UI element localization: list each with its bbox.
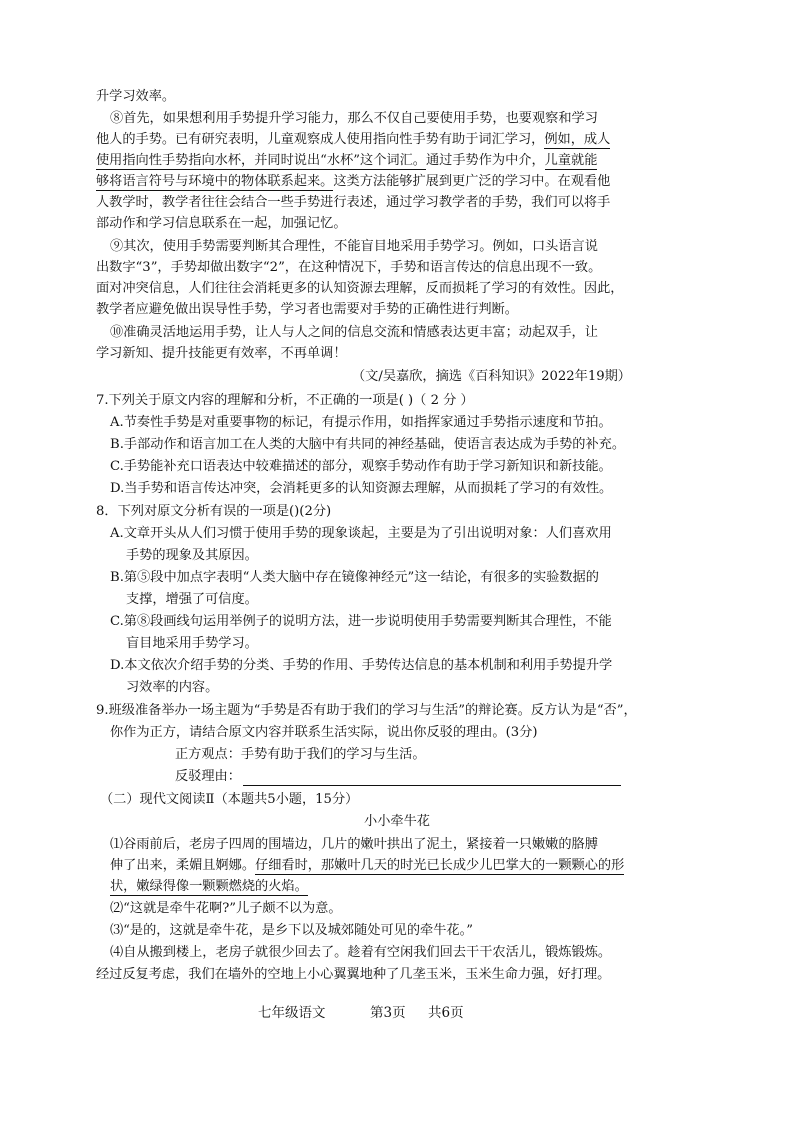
question-8-option-d-line-1: D.本文依次介绍手势的分类、手势的作用、手势传达信息的基本机制和利用手势提升学 — [110, 658, 613, 673]
paragraph-8-line-1: ⑧首先，如果想利用手势提升学习能力，那么不仅自己要使用手势，也要观察和学习 — [110, 111, 598, 126]
question-8-option-c-line-1: C.第⑧段画线句运用举例子的说明方法，进一步说明使用手势需要判断其合理性，不能 — [110, 614, 612, 629]
question-7-option-a: A.节奏性手势是对重要事物的标记，有提示作用，如指挥家通过手势指示速度和节拍。 — [110, 415, 612, 430]
rebuttal-answer-line[interactable] — [243, 785, 621, 786]
story-paragraph-4-line-2: 经过反复考虑，我们在墙外的空地上小心翼翼地种了几垄玉米，玉米生命力强，好打理。 — [96, 967, 611, 982]
question-7-option-c: C.手势能补充口语表达中较难描述的部分，观察手势动作有助于学习新知识和新技能。 — [110, 459, 612, 474]
question-9-stem-line-2: 你作为正方，请结合原文内容并联系生活实际，说出你反驳的理由。(3分) — [110, 725, 538, 740]
story-paragraph-4-line-1: ⑷自从搬到楼上，老房子就很少回去了。趁着有空闲我们回去干干农活儿，锻炼锻炼。 — [110, 945, 612, 960]
paragraph-10-line-2: 学习新知、提升技能更有效率，不再单调！ — [96, 346, 347, 361]
rebuttal-label: 反驳理由： — [175, 769, 241, 784]
question-7-stem: 7.下列关于原文内容的理解和分析，不正确的一项是( )（ 2 分 ） — [96, 393, 474, 408]
paragraph-8-line-5: 人教学时，教学者往往会结合一些手势进行表述，通过学习教学者的手势，我们可以将手 — [96, 195, 611, 210]
question-8-option-c-line-2: 盲目地采用手势学习。 — [126, 636, 258, 651]
story-paragraph-1-line-2: 伸了出来，柔媚且婀娜。仔细看时，那嫩叶几天的时光已长成少儿巴掌大的一颗颗心的形 — [110, 858, 625, 873]
story-paragraph-1-line-3 — [110, 878, 308, 896]
paragraph-9-line-1: ⑨其次，使用手势需要判断其合理性，不能盲目地采用手势学习。例如，口头语言说 — [110, 239, 598, 254]
footer-page-number: 第3页 — [370, 1005, 406, 1021]
story-paragraph-3: ⑶“是的，这就是牵牛花，是乡下以及城郊随处可见的牵牛花。” — [110, 923, 473, 938]
article-title: 小小牵牛花 — [364, 814, 430, 829]
section-2-header: （二）现代文阅读Ⅱ（本题共5小题，15分） — [100, 792, 359, 807]
paragraph-8-line-6: 部动作和学习信息联系在一起，加强记忆。 — [96, 216, 347, 231]
question-7-option-d: D.当手势和语言传达冲突，会消耗更多的认知资源去理解，从而损耗了学习的有效性。 — [110, 481, 613, 496]
paragraph-9-line-2: 出数字“3”，手势却做出数字“2”，在这种情况下，手势和语言传达的信息出现不一致。 — [96, 260, 602, 275]
question-9-stem-line-1: 9.班级准备举办一场主题为“手势是否有助于我们的学习与生活”的辩论赛。反方认为是“否”， — [96, 703, 637, 718]
underlined-example-sentence: 儿童就能 — [544, 153, 598, 168]
paragraph-8-line-3: 使用指向性手势指向水杯，并同时说出“水杯”这个词汇。通过手势作为中介，儿童就能 — [96, 153, 598, 168]
paragraph-9-line-4: 教学者应避免做出误导性手势，学习者也需要对手势的正确性进行判断。 — [96, 302, 518, 317]
underlined-example-sentence: 使用指向性手势指向水杯，并同时说出“水杯”这个词汇。 — [96, 153, 426, 168]
article-source: （文/吴嘉欣，摘选《百科知识》2022年19期） — [352, 369, 631, 384]
story-paragraph-2: ⑵“这就是牵牛花啊?”儿子颇不以为意。 — [110, 901, 342, 916]
paragraph-7-end: 升学习效率。 — [96, 89, 176, 104]
paragraph-8-line-2: 他人的手势。已有研究表明，儿童观察成人使用指向性手势有助于词汇学习，例如，成人 — [96, 132, 611, 147]
question-8-option-a-line-2: 手势的现象及其原因。 — [126, 548, 258, 563]
paragraph-8-line-4: 够将语言符号与环境中的物体联系起来。这类方法能够扩展到更广泛的学习中。在观看他 — [96, 174, 611, 189]
question-8-option-b-line-1: B.第⑤段中加点字表明“人类大脑中存在镜像神经元”这一结论，有很多的实验数据的 — [110, 570, 599, 585]
question-7-option-b: B.手部动作和语言加工在人类的大脑中有共同的神经基础，使语言表达成为手势的补充。 — [110, 437, 626, 452]
pro-side-viewpoint: 正方观点：手势有助于我们的学习与生活。 — [175, 747, 426, 762]
question-8-option-b-line-2: 支撑，增强了可信度。 — [126, 592, 258, 607]
paragraph-10-line-1: ⑩准确灵活地运用手势，让人与人之间的信息交流和情感表达更丰富；动起双手，让 — [110, 325, 598, 340]
question-8-option-a-line-1: A.文章开头从人们习惯于使用手势的现象谈起，主要是为了引出说明对象：人们喜欢用 — [110, 526, 612, 541]
footer-subject: 七年级语文 — [258, 1005, 326, 1021]
underlined-sentence: 状，嫩绿得像一颗颗燃烧的火焰。 — [110, 879, 308, 894]
underlined-example-sentence: 例如，成人 — [544, 132, 611, 147]
question-8-stem: 8．下列对原文分析有误的一项是()(2分) — [96, 504, 332, 519]
story-paragraph-1-line-1: ⑴谷雨前后，老房子四周的围墙边，几片的嫩叶拱出了泥土，紧接着一只嫩嫩的胳膊 — [110, 837, 598, 852]
footer-total-pages: 共6页 — [428, 1005, 464, 1021]
question-8-option-d-line-2: 习效率的内容。 — [126, 680, 219, 695]
underlined-sentence: 仔细看时，那嫩叶几天的时光已长成少儿巴掌大的一颗颗心的形 — [255, 858, 625, 873]
paragraph-9-line-3: 面对冲突信息，人们往往会消耗更多的认知资源去理解，反而损耗了学习的有效性。因此， — [96, 281, 624, 296]
underlined-example-sentence: 够将语言符号与环境中的物体联系起来。 — [96, 174, 334, 189]
